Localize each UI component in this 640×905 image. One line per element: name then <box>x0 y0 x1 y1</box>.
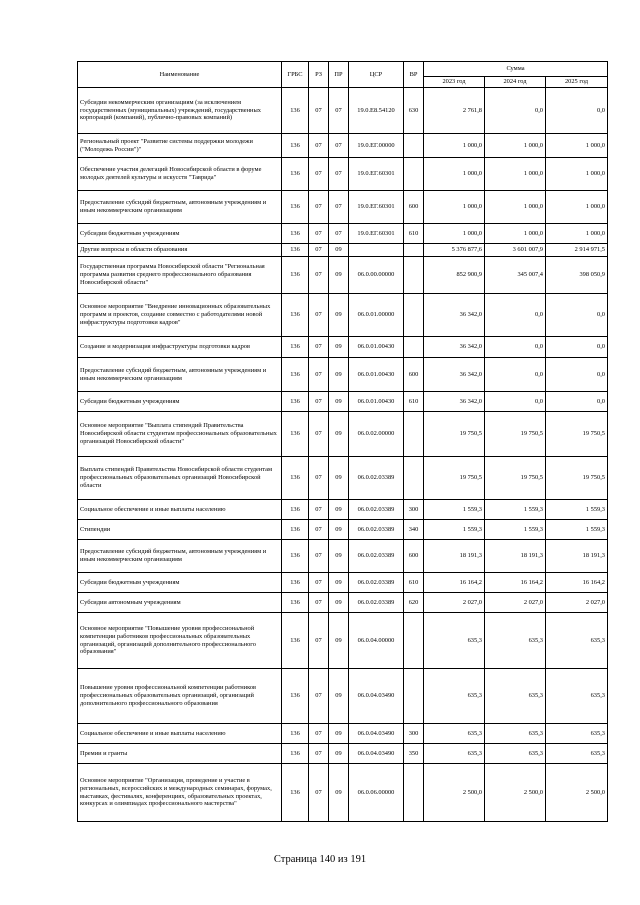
cell-sum-2024: 18 191,3 <box>485 540 546 573</box>
cell-sum-2025: 635,3 <box>546 744 608 764</box>
cell-grbs: 136 <box>282 724 309 744</box>
cell-sum-2025: 16 164,2 <box>546 573 608 593</box>
cell-csr: 06.0.01.00430 <box>349 392 404 412</box>
cell-pr: 09 <box>329 294 349 337</box>
cell-rz: 07 <box>309 392 329 412</box>
cell-sum-2023: 36 342,0 <box>424 392 485 412</box>
cell-pr: 09 <box>329 573 349 593</box>
header-year-2023: 2023 год <box>424 77 485 88</box>
cell-vr: 300 <box>404 724 424 744</box>
cell-grbs: 136 <box>282 244 309 257</box>
cell-pr: 09 <box>329 613 349 669</box>
cell-csr: 06.0.00.00000 <box>349 257 404 294</box>
table-row <box>78 744 608 764</box>
table-body <box>78 88 608 822</box>
cell-sum-2024: 1 559,3 <box>485 520 546 540</box>
cell-sum-2025: 0,0 <box>546 88 608 134</box>
cell-pr: 09 <box>329 669 349 724</box>
cell-rz: 07 <box>309 520 329 540</box>
table-row <box>78 191 608 224</box>
cell-grbs: 136 <box>282 500 309 520</box>
cell-csr: 06.0.04.03490 <box>349 744 404 764</box>
cell-pr: 07 <box>329 134 349 158</box>
cell-pr: 09 <box>329 392 349 412</box>
cell-sum-2025: 0,0 <box>546 392 608 412</box>
cell-vr: 600 <box>404 358 424 392</box>
cell-sum-2023: 18 191,3 <box>424 540 485 573</box>
cell-grbs: 136 <box>282 337 309 358</box>
cell-sum-2023: 635,3 <box>424 669 485 724</box>
cell-sum-2025: 1 000,0 <box>546 134 608 158</box>
cell-sum-2023: 1 559,3 <box>424 500 485 520</box>
table-row <box>78 457 608 500</box>
cell-rz: 07 <box>309 457 329 500</box>
cell-pr: 09 <box>329 257 349 294</box>
header-pr: ПР <box>329 62 349 88</box>
table-row <box>78 520 608 540</box>
cell-sum-2023: 16 164,2 <box>424 573 485 593</box>
cell-vr <box>404 134 424 158</box>
cell-sum-2023: 2 761,8 <box>424 88 485 134</box>
cell-pr: 09 <box>329 764 349 822</box>
cell-rz: 07 <box>309 337 329 358</box>
cell-name: Предоставление субсидий бюджетным, автономным учреждениям и иным некоммерческим организациям <box>78 540 282 573</box>
cell-vr: 340 <box>404 520 424 540</box>
cell-sum-2023: 1 000,0 <box>424 191 485 224</box>
cell-name: Премии и гранты <box>78 744 282 764</box>
cell-pr: 09 <box>329 500 349 520</box>
cell-vr <box>404 294 424 337</box>
cell-rz: 07 <box>309 257 329 294</box>
cell-sum-2025: 635,3 <box>546 613 608 669</box>
cell-pr: 09 <box>329 337 349 358</box>
cell-csr: 06.0.04.03490 <box>349 724 404 744</box>
cell-sum-2023: 2 500,0 <box>424 764 485 822</box>
cell-sum-2024: 635,3 <box>485 744 546 764</box>
cell-vr: 610 <box>404 224 424 244</box>
cell-sum-2023: 1 000,0 <box>424 224 485 244</box>
cell-rz: 07 <box>309 500 329 520</box>
cell-pr: 09 <box>329 412 349 457</box>
cell-name: Выплата стипендий Правительства Новосибирской области студентам профессиональных образовательных организаций Новосибирской области <box>78 457 282 500</box>
cell-grbs: 136 <box>282 520 309 540</box>
cell-sum-2025: 1 000,0 <box>546 158 608 191</box>
header-csr: ЦСР <box>349 62 404 88</box>
cell-grbs: 136 <box>282 412 309 457</box>
table-row <box>78 224 608 244</box>
table-row <box>78 724 608 744</box>
table-row <box>78 392 608 412</box>
cell-csr: 19.0.ЕГ.60301 <box>349 158 404 191</box>
header-vr: ВР <box>404 62 424 88</box>
cell-vr <box>404 457 424 500</box>
cell-vr <box>404 244 424 257</box>
cell-sum-2025: 635,3 <box>546 724 608 744</box>
table-row <box>78 613 608 669</box>
table-row <box>78 337 608 358</box>
cell-sum-2024: 0,0 <box>485 337 546 358</box>
cell-name: Основное мероприятие "Выплата стипендий Правительства Новосибирской области студентам профессиональных образовательных организаций Новосибирской области" <box>78 412 282 457</box>
cell-sum-2024: 3 601 007,9 <box>485 244 546 257</box>
cell-grbs: 136 <box>282 134 309 158</box>
table-row <box>78 88 608 134</box>
cell-grbs: 136 <box>282 540 309 573</box>
cell-sum-2025: 2 500,0 <box>546 764 608 822</box>
cell-vr <box>404 337 424 358</box>
cell-vr: 610 <box>404 392 424 412</box>
table-row <box>78 669 608 724</box>
cell-sum-2024: 2 500,0 <box>485 764 546 822</box>
cell-sum-2023: 5 376 877,6 <box>424 244 485 257</box>
cell-sum-2023: 2 027,0 <box>424 593 485 613</box>
cell-sum-2023: 19 750,5 <box>424 457 485 500</box>
cell-sum-2025: 0,0 <box>546 337 608 358</box>
cell-csr: 06.0.06.00000 <box>349 764 404 822</box>
cell-name: Социальное обеспечение и иные выплаты населению <box>78 500 282 520</box>
cell-name: Социальное обеспечение и иные выплаты населению <box>78 724 282 744</box>
cell-vr <box>404 412 424 457</box>
cell-sum-2023: 1 000,0 <box>424 158 485 191</box>
cell-grbs: 136 <box>282 669 309 724</box>
cell-grbs: 136 <box>282 158 309 191</box>
cell-csr: 06.0.02.03389 <box>349 500 404 520</box>
cell-sum-2024: 2 027,0 <box>485 593 546 613</box>
cell-csr: 19.0.ЕГ.00000 <box>349 134 404 158</box>
cell-pr: 09 <box>329 520 349 540</box>
cell-rz: 07 <box>309 573 329 593</box>
cell-pr: 07 <box>329 191 349 224</box>
table-header <box>78 62 608 88</box>
cell-vr: 600 <box>404 191 424 224</box>
cell-name: Государственная программа Новосибирской области "Региональная программа развития среднего профессионального образования Новосибирской области" <box>78 257 282 294</box>
table-row <box>78 593 608 613</box>
table-row <box>78 244 608 257</box>
cell-rz: 07 <box>309 764 329 822</box>
cell-name: Основное мероприятие "Внедрение инновационных образовательных программ и проектов, создание совместно с работодателями новой инфраструктуры подготовки кадров" <box>78 294 282 337</box>
cell-grbs: 136 <box>282 613 309 669</box>
cell-sum-2025: 2 914 971,5 <box>546 244 608 257</box>
cell-csr: 06.0.02.00000 <box>349 412 404 457</box>
header-year-2024: 2024 год <box>485 77 546 88</box>
cell-pr: 09 <box>329 540 349 573</box>
cell-sum-2025: 0,0 <box>546 294 608 337</box>
cell-sum-2023: 1 559,3 <box>424 520 485 540</box>
cell-csr: 06.0.01.00000 <box>349 294 404 337</box>
cell-grbs: 136 <box>282 358 309 392</box>
cell-vr: 630 <box>404 88 424 134</box>
cell-sum-2023: 36 342,0 <box>424 294 485 337</box>
cell-grbs: 136 <box>282 744 309 764</box>
cell-rz: 07 <box>309 724 329 744</box>
cell-sum-2024: 16 164,2 <box>485 573 546 593</box>
cell-sum-2025: 19 750,5 <box>546 412 608 457</box>
cell-rz: 07 <box>309 540 329 573</box>
table-row <box>78 134 608 158</box>
cell-grbs: 136 <box>282 573 309 593</box>
cell-rz: 07 <box>309 244 329 257</box>
budget-table <box>77 61 608 822</box>
cell-sum-2024: 0,0 <box>485 358 546 392</box>
table-row <box>78 573 608 593</box>
cell-grbs: 136 <box>282 593 309 613</box>
cell-sum-2024: 635,3 <box>485 613 546 669</box>
cell-name: Предоставление субсидий бюджетным, автономным учреждениям и иным некоммерческим организациям <box>78 358 282 392</box>
cell-rz: 07 <box>309 191 329 224</box>
cell-csr: 06.0.02.03389 <box>349 573 404 593</box>
cell-vr <box>404 613 424 669</box>
cell-grbs: 136 <box>282 764 309 822</box>
cell-sum-2024: 1 000,0 <box>485 224 546 244</box>
cell-sum-2024: 635,3 <box>485 669 546 724</box>
cell-sum-2024: 0,0 <box>485 392 546 412</box>
table-row <box>78 540 608 573</box>
cell-sum-2023: 635,3 <box>424 613 485 669</box>
header-sum: Сумма <box>424 62 608 77</box>
cell-pr: 09 <box>329 744 349 764</box>
cell-vr: 350 <box>404 744 424 764</box>
table-row <box>78 500 608 520</box>
cell-vr: 620 <box>404 593 424 613</box>
cell-sum-2024: 19 750,5 <box>485 412 546 457</box>
cell-name: Субсидии бюджетным учреждениям <box>78 573 282 593</box>
header-year-2025: 2025 год <box>546 77 608 88</box>
cell-rz: 07 <box>309 613 329 669</box>
cell-name: Обеспечение участия делегаций Новосибирской области в форуме молодых деятелей культуры и искусств "Таврида" <box>78 158 282 191</box>
cell-name: Субсидии бюджетным учреждениям <box>78 224 282 244</box>
cell-sum-2025: 1 000,0 <box>546 224 608 244</box>
cell-sum-2023: 635,3 <box>424 724 485 744</box>
cell-pr: 09 <box>329 244 349 257</box>
header-name: Наименование <box>78 62 282 88</box>
cell-sum-2025: 398 050,9 <box>546 257 608 294</box>
cell-sum-2024: 1 000,0 <box>485 134 546 158</box>
cell-csr <box>349 244 404 257</box>
table-row <box>78 412 608 457</box>
cell-csr: 06.0.02.03389 <box>349 540 404 573</box>
cell-vr <box>404 257 424 294</box>
cell-name: Основное мероприятие "Повышение уровня профессиональной компетенции работников профессиональных образовательных организаций, организаций дополнительного профессионального образования" <box>78 613 282 669</box>
cell-name: Субсидии некоммерческим организациям (за исключением государственных (муниципальных) учреждений, государственных корпораций (компаний), публично-правовых компаний) <box>78 88 282 134</box>
cell-csr: 19.0.E8.54120 <box>349 88 404 134</box>
cell-sum-2025: 1 000,0 <box>546 191 608 224</box>
cell-name: Создание и модернизация инфраструктуры подготовки кадров <box>78 337 282 358</box>
cell-grbs: 136 <box>282 88 309 134</box>
table-row <box>78 764 608 822</box>
cell-pr: 07 <box>329 158 349 191</box>
cell-vr <box>404 669 424 724</box>
cell-csr: 06.0.02.03389 <box>349 457 404 500</box>
cell-vr <box>404 764 424 822</box>
cell-sum-2023: 36 342,0 <box>424 337 485 358</box>
cell-csr: 06.0.01.00430 <box>349 337 404 358</box>
cell-csr: 06.0.04.03490 <box>349 669 404 724</box>
cell-vr <box>404 158 424 191</box>
cell-sum-2024: 0,0 <box>485 88 546 134</box>
cell-sum-2025: 0,0 <box>546 358 608 392</box>
cell-sum-2024: 345 007,4 <box>485 257 546 294</box>
cell-sum-2025: 1 559,3 <box>546 500 608 520</box>
budget-table-container <box>77 61 607 822</box>
cell-csr: 19.0.ЕГ.60301 <box>349 224 404 244</box>
cell-grbs: 136 <box>282 257 309 294</box>
table-row <box>78 358 608 392</box>
cell-sum-2025: 18 191,3 <box>546 540 608 573</box>
cell-sum-2025: 19 750,5 <box>546 457 608 500</box>
cell-sum-2023: 1 000,0 <box>424 134 485 158</box>
cell-pr: 09 <box>329 724 349 744</box>
cell-sum-2023: 36 342,0 <box>424 358 485 392</box>
header-rz: РЗ <box>309 62 329 88</box>
cell-name: Субсидии бюджетным учреждениям <box>78 392 282 412</box>
cell-rz: 07 <box>309 294 329 337</box>
cell-grbs: 136 <box>282 457 309 500</box>
cell-rz: 07 <box>309 134 329 158</box>
cell-rz: 07 <box>309 412 329 457</box>
cell-name: Другие вопросы в области образования <box>78 244 282 257</box>
cell-name: Основное мероприятие "Организация, проведение и участие в региональных, всероссийских и международных семинарах, форумах, выставках, фестивалях, конференциях, образовательных проектах, конкурсах и олимпиадах профессионального мастерства" <box>78 764 282 822</box>
cell-vr: 300 <box>404 500 424 520</box>
cell-sum-2024: 635,3 <box>485 724 546 744</box>
cell-pr: 09 <box>329 457 349 500</box>
cell-csr: 06.0.04.00000 <box>349 613 404 669</box>
page-number: Страница 140 из 191 <box>273 854 367 865</box>
cell-csr: 06.0.02.03389 <box>349 593 404 613</box>
cell-grbs: 136 <box>282 224 309 244</box>
cell-sum-2023: 852 900,9 <box>424 257 485 294</box>
cell-name: Стипендии <box>78 520 282 540</box>
cell-sum-2024: 19 750,5 <box>485 457 546 500</box>
cell-name: Повышение уровня профессиональной компетенции работников профессиональных образовательных организаций, организаций дополнительного профессионального образования <box>78 669 282 724</box>
cell-pr: 09 <box>329 593 349 613</box>
cell-name: Предоставление субсидий бюджетным, автономным учреждениям и иным некоммерческим организациям <box>78 191 282 224</box>
header-grbs: ГРБС <box>282 62 309 88</box>
cell-name: Субсидии автономным учреждениям <box>78 593 282 613</box>
cell-sum-2023: 635,3 <box>424 744 485 764</box>
table-row <box>78 257 608 294</box>
cell-rz: 07 <box>309 669 329 724</box>
cell-name: Региональный проект "Развитие системы поддержки молодежи ("Молодежь России")" <box>78 134 282 158</box>
cell-csr: 06.0.02.03389 <box>349 520 404 540</box>
cell-grbs: 136 <box>282 294 309 337</box>
cell-rz: 07 <box>309 158 329 191</box>
cell-rz: 07 <box>309 88 329 134</box>
cell-sum-2025: 1 559,3 <box>546 520 608 540</box>
cell-sum-2025: 2 027,0 <box>546 593 608 613</box>
cell-vr: 610 <box>404 573 424 593</box>
cell-rz: 07 <box>309 358 329 392</box>
cell-sum-2025: 635,3 <box>546 669 608 724</box>
cell-grbs: 136 <box>282 392 309 412</box>
cell-rz: 07 <box>309 593 329 613</box>
cell-grbs: 136 <box>282 191 309 224</box>
cell-pr: 07 <box>329 224 349 244</box>
cell-sum-2023: 19 750,5 <box>424 412 485 457</box>
cell-rz: 07 <box>309 224 329 244</box>
cell-vr: 600 <box>404 540 424 573</box>
cell-sum-2024: 0,0 <box>485 294 546 337</box>
table-row <box>78 294 608 337</box>
cell-sum-2024: 1 559,3 <box>485 500 546 520</box>
cell-csr: 19.0.ЕГ.60301 <box>349 191 404 224</box>
cell-pr: 09 <box>329 358 349 392</box>
table-row <box>78 158 608 191</box>
cell-rz: 07 <box>309 744 329 764</box>
cell-sum-2024: 1 000,0 <box>485 191 546 224</box>
cell-sum-2024: 1 000,0 <box>485 158 546 191</box>
cell-csr: 06.0.01.00430 <box>349 358 404 392</box>
cell-pr: 07 <box>329 88 349 134</box>
